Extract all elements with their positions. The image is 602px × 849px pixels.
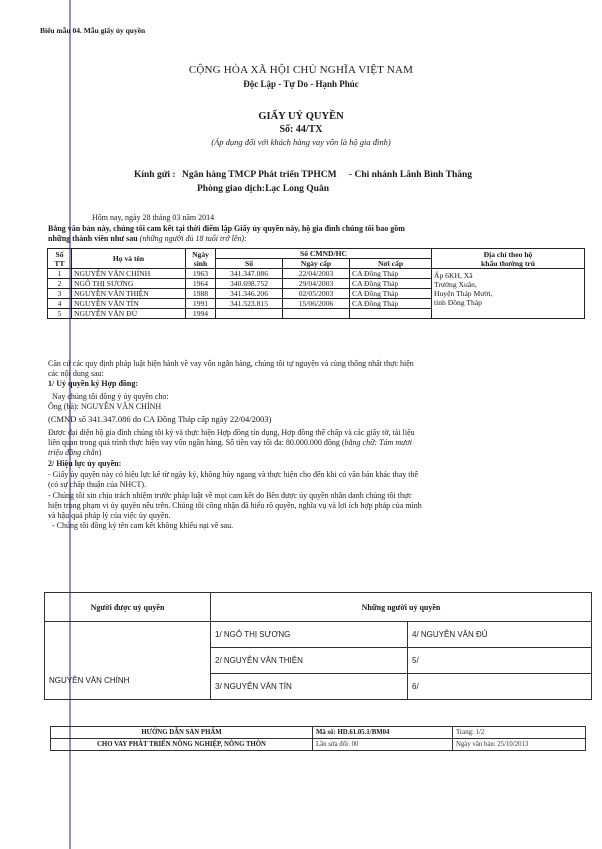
intro-line-2-text: những thành viên như sau: [48, 234, 138, 243]
s1-para-a: Được đại diện hộ gia đình chúng tôi ký và thực hiện Hợp đồng tín dụng, Hợp đồng thế chấp và các giấy tờ, tài liệu: [48, 428, 415, 437]
intro-line-2: [48, 234, 247, 244]
s2-line-a: - Giấy ủy quyền này có hiệu lực kể từ ngày ký, không hủy ngang và thực hiện cho đến khi có văn bản khác thay thế: [48, 470, 419, 479]
address-cell: Ấp 6KH, Xã Trường Xuân, Huyện Tháp Mười, tỉnh Đồng Tháp: [432, 269, 585, 319]
authorization-table: [44, 592, 592, 700]
authorizer-5: 5/: [408, 648, 592, 674]
recipient-bank: Ngân hàng TMCP Phát triển TPHCM: [181, 170, 337, 180]
section-2-title: 2/ Hiệu lực ủy quyền:: [48, 459, 122, 468]
document-number: Số: 44/TX: [279, 124, 323, 135]
authorized-person: NGUYỄN VĂN CHÍNH: [45, 622, 211, 700]
document-title: GIẤY UỶ QUYỀN: [258, 111, 344, 122]
form-label: Biểu mẫu 04. Mẫu giấy ủy quyền: [40, 26, 146, 35]
footer-table: [50, 726, 586, 751]
col-id: Số: [216, 259, 283, 269]
authorizer-3: 3/ NGUYỄN VĂN TÍN: [211, 674, 408, 700]
body-p1-a: Căn cứ các quy định pháp luật hiện hành về vay vốn ngân hàng, chúng tôi tự nguyện và cùng thống nhất thực hiện: [48, 359, 414, 368]
date-line: Hôm nay, ngày 28 tháng 03 năm 2014: [92, 213, 215, 222]
authorizer-1: 1/ NGÔ THỊ SƯƠNG: [211, 622, 408, 648]
authorizers-header: Những người uỷ quyền: [211, 593, 592, 622]
table-row: 2 NGÔ THỊ SƯƠNG 1964 340.698.752 29/04/2003 CA Đồng Tháp: [48, 279, 585, 289]
s1-line-3: (CMND số 341.347.086 do CA Đồng Tháp cấp ngày 22/04/2003): [48, 414, 272, 424]
recipient-line: [134, 170, 476, 180]
col-name: Họ và tên: [72, 249, 186, 269]
footer-revision: Lần sửa đổi: 00: [313, 739, 453, 751]
col-dob: Ngày sinh: [186, 249, 216, 269]
body-p1-b: các nội dung sau:: [48, 369, 104, 378]
recipient-branch: - Chi nhánh Lãnh Bình Thăng: [348, 170, 473, 180]
intro-line-2-note: (những người đủ 18 tuổi trở lên):: [139, 234, 247, 243]
s2-line-e: và hậu quả pháp lý của việc ủy quyền.: [48, 511, 171, 520]
authorizer-2: 2/ NGUYỄN VĂN THIỆN: [211, 648, 408, 674]
recipient-label: Kính gửi :: [134, 170, 176, 180]
footer-product: CHO VAY PHÁT TRIỂN NÔNG NGHIỆP, NÔNG THÔN: [51, 739, 313, 751]
s2-line-d: hiện trong phạm vi ủy quyền nêu trên. Chúng tôi công nhận đã hiểu rõ quyền, nghĩa vụ và lợi ích hợp pháp của mình: [48, 501, 422, 510]
s2-line-b: (có sự chấp thuận của NHCT).: [48, 480, 147, 489]
s2-line-f: - Chúng tôi đồng ký tên cam kết không khiếu nại về sau.: [52, 521, 234, 530]
footer-effective: Ngày văn bản: 25/10/2013: [453, 739, 586, 751]
col-issue-date: Ngày cấp: [283, 259, 350, 269]
motto: Độc Lập - Tự Do - Hạnh Phúc: [243, 79, 359, 89]
col-issuer: Nơi cấp: [350, 259, 432, 269]
table-row: 1 NGUYỄN VĂN CHÍNH 1963 341.347.086 22/04/2003 CA Đồng Tháp Ấp 6KH, Xã Trường Xuân, Huyện Tháp Mười, tỉnh Đồng Tháp: [48, 269, 585, 279]
authorizer-4: 4/ NGUYỄN VĂN ĐỦ: [408, 622, 592, 648]
s1-para-b: liên quan trong quá trình thực hiện vay vốn ngân hàng. Số tiền vay tối đa: 80.000.000 đồng (bằng chữ: Tám mươi: [48, 438, 412, 447]
s2-line-c: - Chúng tôi xin chịu trách nhiệm trước pháp luật về mọi cam kết do Bên được ủy quyền nhân danh chúng tôi thực: [48, 491, 412, 500]
col-id-group: Số CMND/HC: [216, 249, 432, 259]
section-1-title: 1/ Uỷ quyền ký Hợp đồng:: [48, 379, 139, 388]
table-row: 4 NGUYỄN VĂN TÍN 1991 341.523.815 15/06/2006 CA Đồng Tháp: [48, 299, 585, 309]
members-table: [47, 248, 585, 319]
footer-code: Mã số: HD.61.05.1/BM04: [313, 727, 453, 739]
intro-line-1: Bằng văn bản này, chúng tôi cam kết tại thời điểm lập Giấy ủy quyền này, hộ gia đình chúng tôi bao gồm: [48, 224, 405, 233]
nation-header: CỘNG HÒA XÃ HỘI CHỦ NGHĨA VIỆT NAM: [188, 64, 414, 76]
s1-line-2: Ông (bà): NGUYỄN VĂN CHÍNH: [48, 402, 162, 411]
authorized-header: Người được uỷ quyền: [45, 593, 211, 622]
s1-line-1: Nay chúng tôi đồng ý ủy quyền cho:: [52, 392, 169, 401]
table-row: 3 NGUYỄN VĂN THIỆN 1988 341.346.206 02/05/2003 CA Đồng Tháp: [48, 289, 585, 299]
footer-page: Trang: 1/2: [453, 727, 586, 739]
office-line: Phòng giao dịch:Lạc Long Quân: [197, 184, 329, 194]
authorizer-6: 6/: [408, 674, 592, 700]
table-row: 5 NGUYỄN VĂN ĐỦ 1994: [48, 309, 585, 319]
footer-guide: HƯỚNG DẪN SẢN PHẨM: [51, 727, 313, 739]
col-no: Số TT: [48, 249, 72, 269]
col-address: Địa chỉ theo hộ khẩu thường trú: [432, 249, 585, 269]
document-subtitle: (Áp dụng đối với khách hàng vay vốn là hộ gia đình): [211, 137, 391, 147]
s1-para-c: triệu đồng chẵn): [48, 448, 102, 457]
